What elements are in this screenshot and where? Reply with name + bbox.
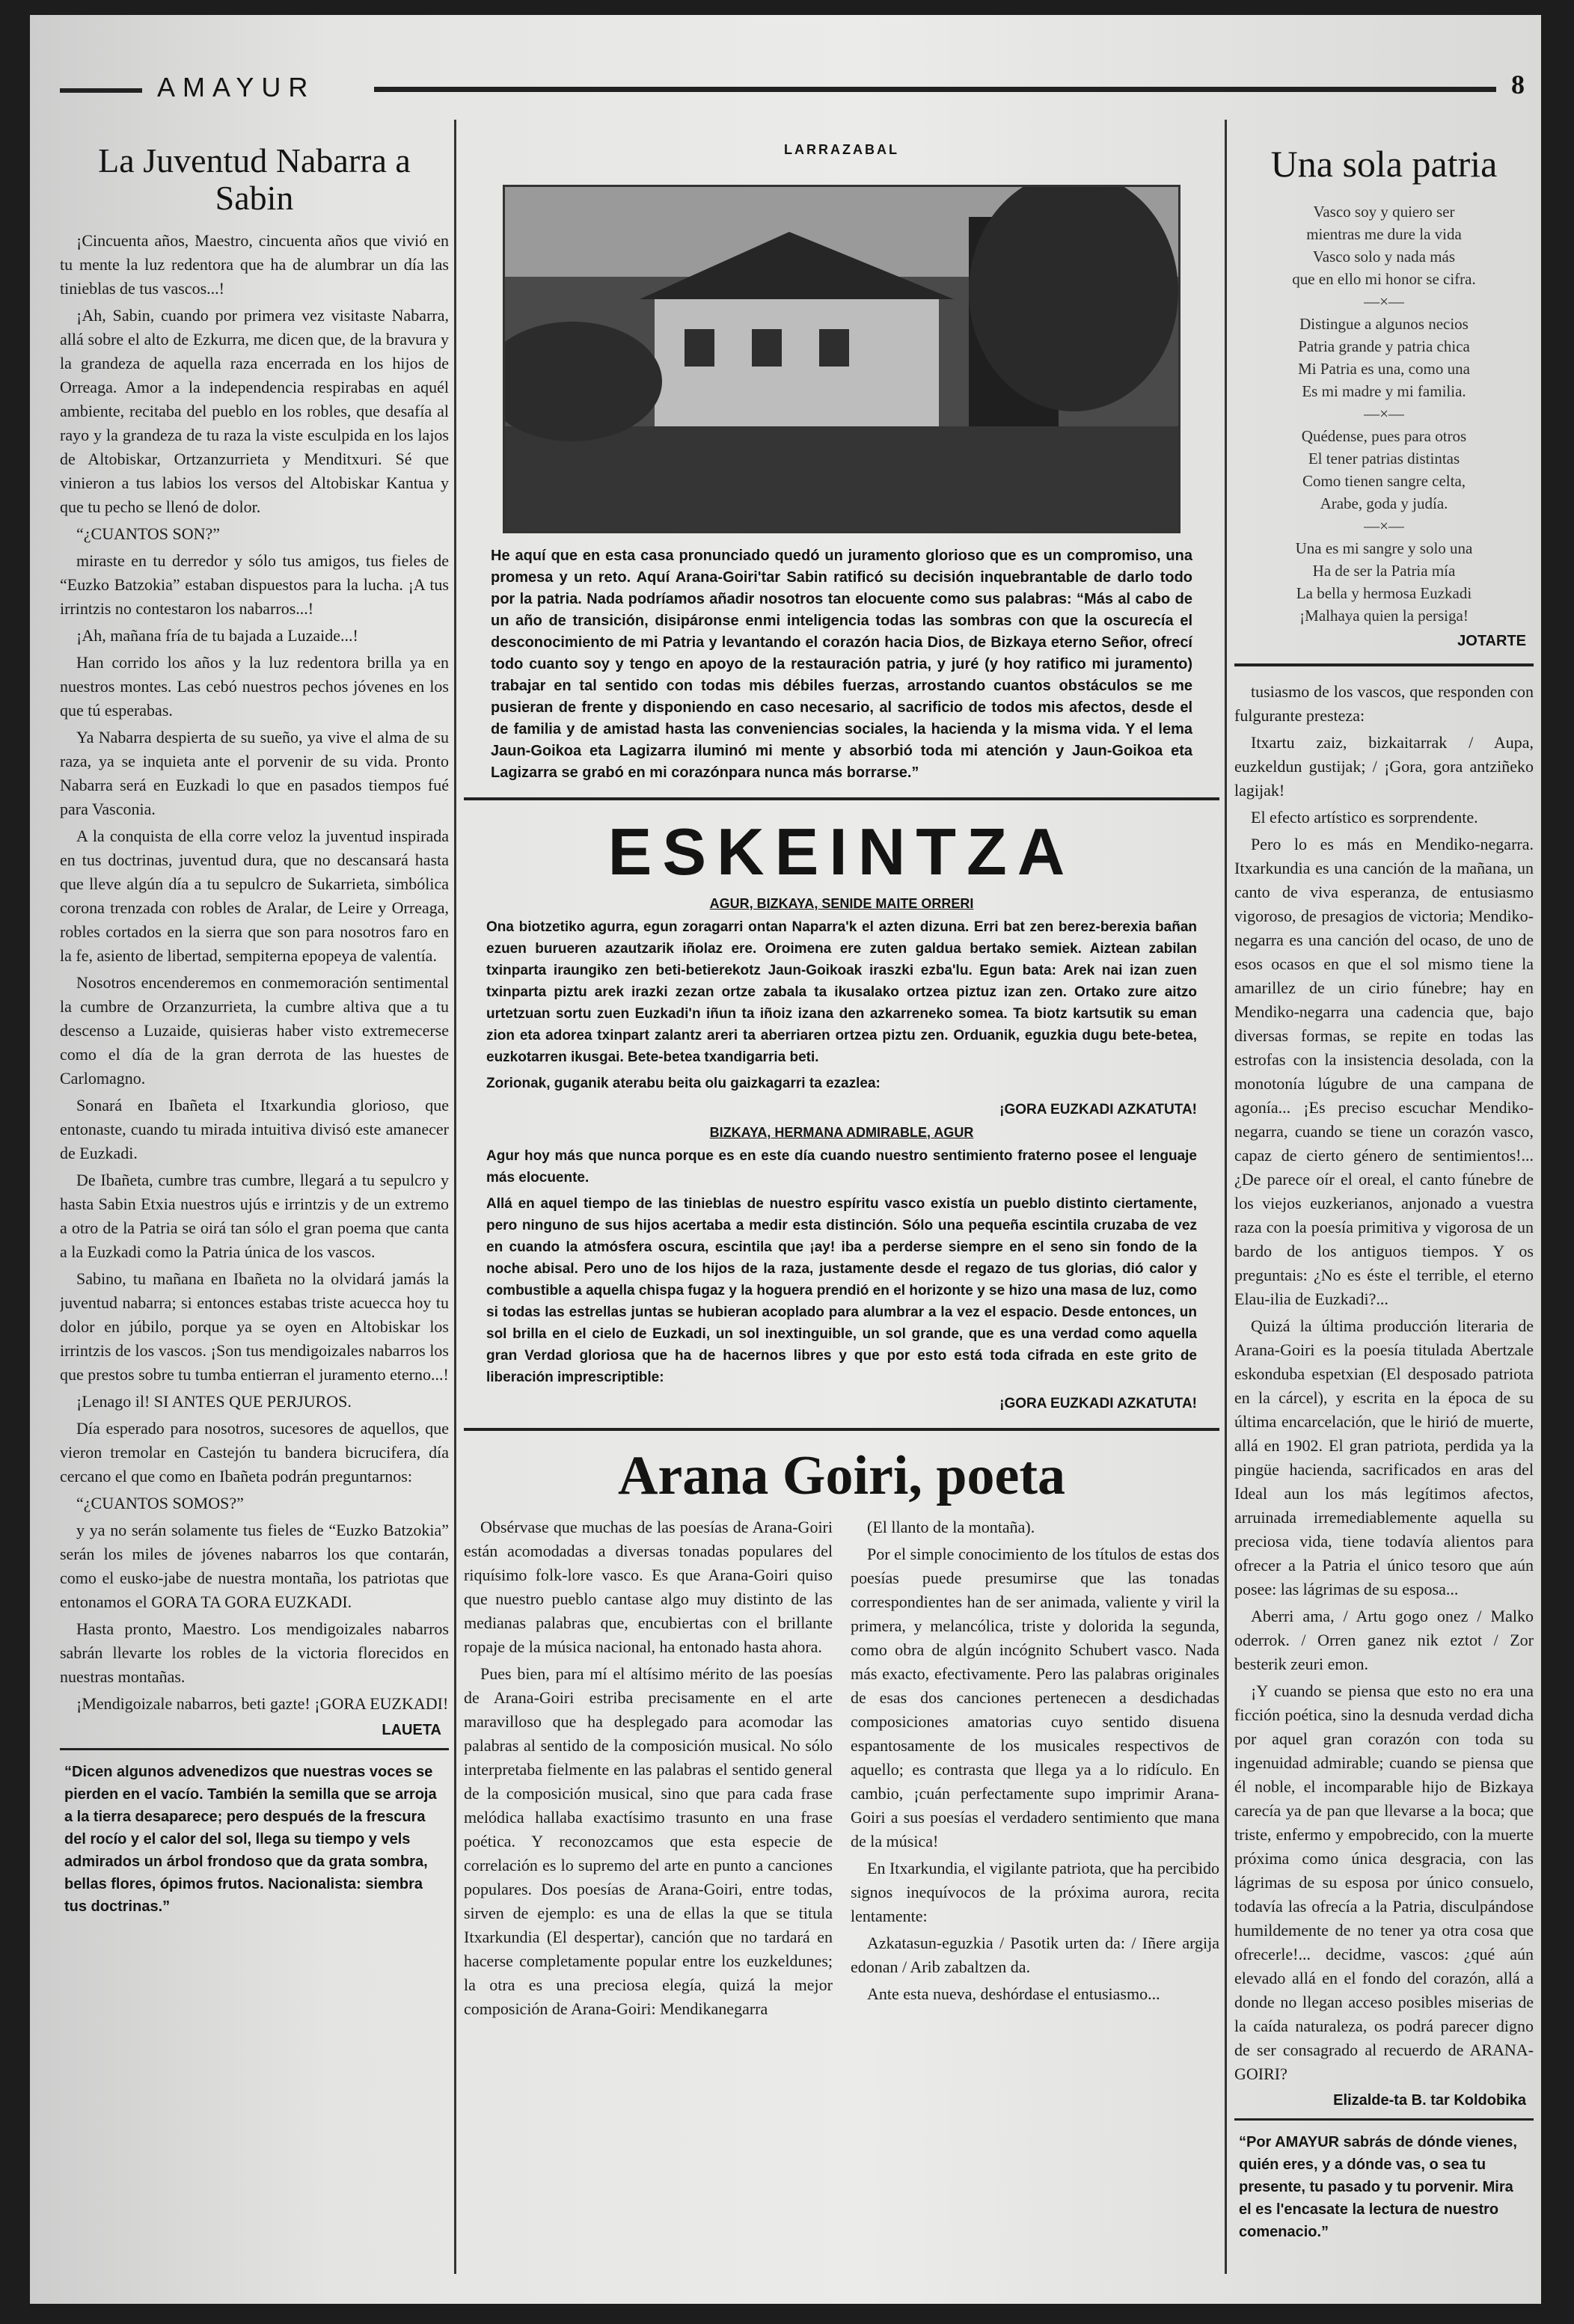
verse-line: Mi Patria es una, como una xyxy=(1298,360,1470,378)
article-body-right xyxy=(1234,680,1534,2086)
section-rule-2 xyxy=(464,1428,1219,1431)
arana-body xyxy=(464,1515,1219,2024)
newspaper-page xyxy=(30,15,1541,2304)
header-rule-left xyxy=(60,88,142,93)
paragraph: ¡Y cuando se piensa que esto no era una ficción poética, sino la desnuda verdad dicha por aquel gran corazón con toda su ingenuidad admirable; cuando se piensa que él noble, el incomparable hijo de Bizkaya carecía ya de pan que llevarse a la boca; que triste, enfermo y empobrecido, con la muerte próxima como única desgracia, con las lágrimas de su esposa por único consuelo, todavía las ofrecía a la Patria, disculpándose humildemente de no tener ya otra cosa que ofrecerle!... decidme, vascos: ¿qué aún elevado allá en el fondo del corazón, allá a donde no llegan acceso posibles miserias de la caída naturaleza, os podrá parecer digno de ser consagrado al recuerdo de ARANA-GOIRI? xyxy=(1234,1681,1534,2083)
arana-title: Arana Goiri, poeta xyxy=(617,1445,1066,1506)
header-rule-right xyxy=(374,87,1496,92)
paragraph: y ya no serán solamente tus fieles de “Euzko Batzokia” serán los miles de jóvenes nabarros los que contarán, como el eusko-jabe de nuestra montaña, los patriotas que entonamos el GORA TA GORA EUZKADI. xyxy=(60,1521,449,1611)
verse-line: Patria grande y patria chica xyxy=(1298,337,1470,355)
paragraph: De Ibañeta, cumbre tras cumbre, llegará a tu sepulcro y hasta Sabin Etxia nuestros ujús e irrintzis y de un extremo a otro de la Patria se oirá tan sólo el gran poema que canta a la Euzkadi como la Patria única de los vascos. xyxy=(60,1171,449,1261)
paragraph: Sonará en Ibañeta el Itxarkundia glorioso, que entonaste, cuando tu mirada intuitiva divisó este amanecer de Euzkadi. xyxy=(60,1096,449,1162)
poem-signature: JOTARTE xyxy=(1457,633,1526,649)
quote-box-right: “Por AMAYUR sabrás de dónde vienes, quién eres, y a dónde vas, o sea tu presente, tu pasado y tu porvenir. Mira el es l'encasate la lectura de nuestro comenacio.” xyxy=(1234,2118,1534,2254)
paragraph: Obsérvase que muchas de las poesías de Arana-Goiri están acomodadas a diversas tonadas populares del riquísimo folk-lore vasco. Es que Arana-Goiri quiso que nuestro pueblo cantase algo muy distinto de las medianas palabras que, encubiertas con el brillante ropaje de la música nacional, ha entonado hasta ahora. xyxy=(464,1518,833,1656)
eskeintza-shout-1: ¡GORA EUZKADI AZKATUTA! xyxy=(999,1102,1197,1117)
verse-line: —×— xyxy=(1364,405,1404,423)
column-center xyxy=(464,127,1219,2274)
column-divider-1 xyxy=(454,120,456,2274)
eskeintza-para-1: Ona biotzetiko agurra, egun zoragarri ontan Naparra'k el azten dizuna. Erri bat zen berez-berexia bañan ezuen burueren azautzarik iñolaz ere. Oroimena ere zuten galdua bertako semiek. Aiztean zabilan txinparta iraungiko zen beti-betierekotz Jaun-Goikoak iraszki ezba'lu. Egun bata: Arek nai izan zuen txinparta piztu arek irazki zezan ortze zabala ta ikusalako ortzea piztuz izan zen. Ortako zure aitzo urtetzuan sortu zuen Euzkadi'n iñun ta iñoiz izana den azkarreneko somea. Ta biotz kartsutik su eman zion eta adorea txinpart zalantz areri ta aberriaren ortzea piztu zen. Orduanik, eguzkia dugu bete-betea, euzkotarren ikusgai. Bete-betea txandigarria beti. xyxy=(486,919,1197,1065)
paragraph: miraste en tu derredor y sólo tus amigos, tus fieles de “Euzko Batzokia” estaban dispuestos para la lucha. ¡A tus irrintzis no contestaron los nabarros...! xyxy=(60,551,449,618)
paragraph: Aberri ama, / Artu gogo onez / Malko oderrok. / Orren ganez nik eztot / Zor besterik zeuri emon. xyxy=(1234,1607,1534,1673)
paragraph: Hasta pronto, Maestro. Los mendigoizales nabarros sabrán llevarte los robles de la victoria florecidos en nuestras montañas. xyxy=(60,1619,449,1686)
paragraph: “¿CUANTOS SOMOS?” xyxy=(76,1494,244,1512)
paragraph: Ante esta nueva, deshórdase el entusiasmo... xyxy=(867,1984,1160,2003)
article-signature-right: Elizalde-ta B. tar Koldobika xyxy=(1333,2092,1526,2109)
verse-line: Quédense, pues para otros xyxy=(1301,427,1467,445)
section-rule-3 xyxy=(1234,663,1534,666)
page-header xyxy=(60,58,1541,103)
verse-line: mientras me dure la vida xyxy=(1306,225,1462,243)
paragraph: Pero lo es más en Mendiko-negarra. Itxarkundia es una canción de la mañana, un canto de viva esperanza, de entusiasmo vigoroso, de presagios de victoria; Mendiko-negarra es una canción del ocaso, de uno de esos ocasos en que el sol mismo tiene la amarillez de un cirio fúnebre; hay en Mendiko-negarra una cadencia que, bajo diversas formas, se repite en todas las estrofas con la insistencia desolada, con la monotonía lúgubre de una campana de agonía... ¡Es preciso escuchar Mendiko-negarra, cuando se tiene un corazón vasco, capaz de cierto género de sentimientos!... ¿De parece oír el oreal, el canto fúnebre de los viejos euzkerianos, anjonado a vuestra raza con la poesía primitiva y vigorosa de un bardo de los antiguos tiempos. Y os preguntais: ¿No es éste el terrible, el eterno Elau-ilia de Euzkadi?... xyxy=(1234,835,1534,1308)
paragraph: Ya Nabarra despierta de su sueño, ya vive el alma de su raza, ya se inquieta ante el porvenir de su vida. Pronto Nabarra será en Euzkadi lo que en pasados tiempos fué para Vasconia. xyxy=(60,728,449,818)
verse-line: —×— xyxy=(1364,292,1404,310)
quote-box-left: “Dicen algunos advenedizos que nuestras voces se pierden en el vacío. También la semilla que se arroja a la tierra desaparece; pero después de la frescura del rocío y el calor del sol, llega su tiempo y vels admirados un árbol frondoso que da grata sombra, bellas flores, ópimos frutos. Nacionalista: siembra tus doctrinas.” xyxy=(60,1748,449,1928)
paragraph: ¡Ah, Sabin, cuando por primera vez visitaste Nabarra, allá sobre el alto de Ezkurra, me dicen que, de la bravura y la grandeza de aquella raza encerrada en los hijos de Orreaga. Amor a la independencia respirabas en aquél ambiente, recitaba del pueblo en los robles, que desafía al rayo y la grandeza de tu raza la viste esculpida en los lajos de Altobiskar, Ortzanzurrieta y Menditxuri. Sé que vinieron a tus labios los versos del Altobiskar Kantua y que tu pecho se llenó de dolor. xyxy=(60,306,449,516)
paragraph: Pues bien, para mí el altísimo mérito de las poesías de Arana-Goiri estriba precisamente en el arte maravilloso que ha desplegado para acomodar las palabras al sentido de la composición musical. No sólo interpretaba fielmente en las palabras el sentido general de la composición musical, sino que para cada frase melódica hallaba exactísimo trasunto en una frase poética. Y reconozcamos que esta especie de correlación es lo supremo del arte en punto a canciones populares. Dos poesías de Arana-Goiri, entre todas, sirven de ejemplo: es una de ellas la que se titula Itxarkundia (El despertar), canción que no tardará en hacerse completamente popular entre los euzkeldunes; la otra es una preciosa elegía, quizá la mejor composición de Arana-Goiri: Mendikanegarra xyxy=(464,1664,833,2018)
paragraph: Día esperado para nosotros, sucesores de aquellos, que vieron tremolar en Castejón tu bandera bicrucifera, día cercano el que como en Ibañeta podrán preguntarnos: xyxy=(60,1419,449,1486)
arana-column-left xyxy=(464,1515,833,2024)
verse-line: Distingue a algunos necios xyxy=(1299,315,1469,333)
paragraph: Nosotros encenderemos en conmemoración sentimental la cumbre de Orzanzurrieta, la cumbre altiva que a tu descenso a Luzaide, quisieras haber visto extremecerse como el día de la gran derrota de las huestes de Carlomagno. xyxy=(60,973,449,1088)
paragraph: El efecto artístico es sorprendente. xyxy=(1251,808,1478,827)
verse-line: Arabe, goda y judía. xyxy=(1320,494,1448,512)
verse-line: ¡Malhaya quien la persiga! xyxy=(1299,607,1469,625)
verse-line: Una es mi sangre y solo una xyxy=(1295,539,1473,557)
verse-line: Ha de ser la Patria mía xyxy=(1312,562,1456,580)
paragraph: A la conquista de ella corre veloz la juventud inspirada en tus doctrinas, juventud dura, que no descansará hasta que lleve algún día a tu sepulcro de Sukarrieta, simbólica corona trenzada con robles de Aralar, de Leire y Orreaga, robles cortados en la sierra que son para nosotros faro en la fe, asiento de libertad, sempiterna epopeya de valentía. xyxy=(60,827,449,965)
paragraph: ¡Cincuenta años, Maestro, cincuenta años que vivió en tu mente la luz redentora que ha de alumbrar un día las tinieblas de tus vascos...! xyxy=(60,231,449,298)
section-rule-1 xyxy=(464,797,1219,800)
paragraph: tusiasmo de los vascos, que responden con fulgurante presteza: xyxy=(1234,682,1534,725)
paragraph: Itxartu zaiz, bizkaitarrak / Aupa, euzkeldun gustijak; / ¡Gora, gora antziñeko lagijak! xyxy=(1234,733,1534,800)
paragraph: Quizá la última producción literaria de Arana-Goiri es la poesía titulada Abertzale eskonduba espetxian (El desposado patriota en la cárcel), y escrita en la época de su última encarcelación, que le hirió de muerte, allá en 1902. El gran patriota, perdida ya la pingüe hacienda, sacrificados en aras del Ideal aun los más legítimos afectos, arruinada irremediablemente aquella su preciosa vida, tiene todavía alientos para ofrecer a la Patria el único tesoro que aún posee: las lágrimas de su esposa... xyxy=(1234,1316,1534,1598)
verse-line: que en ello mi honor se cifra. xyxy=(1292,270,1476,288)
paragraph: (El llanto de la montaña). xyxy=(867,1518,1035,1536)
article-body-juventud xyxy=(60,229,449,1716)
eskeintza-para-4: Allá en aquel tiempo de las tinieblas de nuestro espíritu vasco existía un pueblo distinto ciertamente, pero ninguno de sus hijos acertaba a medir esta distinción. Sólo una pequeña escintila cruzaba de vez en cuando la atmósfera oscura, escintila que ¡ay! iba a perderse siempre en el seno sin fondo de la noche abisal. Pero uno de los hijos de la raza, justamente desde el regazo de tus glorias, dió calor y combustible a aquella chispa fugaz y la hoguera prendió en el horizonte y se hizo una masa de luz, como si todas las estrellas juntas se hubieran acoplado para alumbrar a la vez el espacio. Desde entonces, un sol brilla en el cielo de Euzkadi, un sol inextinguible, un sol grande, que es una verdad como aquella gran Verdad gloriosa que ha de hacernos libres y que por esto está toda cifrada en este grito de liberación imprescriptible: xyxy=(486,1196,1197,1385)
page-number: 8 xyxy=(1511,70,1525,99)
eskeintza-shout-2: ¡GORA EUZKADI AZKATUTA! xyxy=(999,1396,1197,1411)
article-title-juventud: La Juventud Nabarra a Sabin xyxy=(98,141,411,217)
article-title-patria: Una sola patria xyxy=(1270,143,1498,185)
house-photo-image xyxy=(505,187,1178,531)
verse-line: Vasco solo y nada más xyxy=(1312,248,1456,266)
eskeintza-subhead-basque: AGUR, BIZKAYA, SENIDE MAITE ORRERI xyxy=(709,896,974,911)
verse-line: Es mi madre y mi familia. xyxy=(1302,382,1466,400)
paragraph: Han corrido los años y la luz redentora brilla ya en nuestros montes. Las cebó nuestros pechos jóvenes en los que tú esperabas. xyxy=(60,653,449,720)
poem-verses xyxy=(1234,200,1534,627)
paragraph: Por el simple conocimiento de los títulos de estas dos poesías puede presumirse que las tonadas correspondientes han de ser animada, valiente y viril la primera, y melancólica, triste y dolorida la segunda, como obra de algún incógnito Schubert vasco. Nada más exacto, efectivamente. Pero las palabras originales de esas dos canciones pertenecen a desdichadas composiciones amatorias cuyo sentido disuena espantosamente de los musicales respectivos de aquello; es contrasta que llega ya a lo ridículo. En cambio, ¡cuán perfectamente supo imprimir Arana-Goiri a sus poesías el verdadero sentimiento que mana de la música! xyxy=(851,1545,1219,1851)
article-signature: LAUETA xyxy=(382,1722,441,1738)
verse-line: El tener patrias distintas xyxy=(1308,450,1460,467)
photo-credit: LARRAZABAL xyxy=(784,142,899,157)
column-right xyxy=(1234,127,1534,2274)
paragraph: ¡Mendigoizale nabarros, beti gazte! ¡GORA EUZKADI! xyxy=(76,1694,449,1713)
paragraph: Azkatasun-eguzkia / Pasotik urten da: / Iñere argija edonan / Arib zabaltzen da. xyxy=(851,1934,1219,1976)
eskeintza-para-3: Agur hoy más que nunca porque es en este día cuando nuestro sentimiento fraterno posee el lenguaje más elocuente. xyxy=(486,1148,1197,1186)
eskeintza-para-2: Zorionak, guganik aterabu beita olu gaizkagarri ta ezazlea: xyxy=(486,1076,881,1091)
eskeintza-subhead-spanish: BIZKAYA, HERMANA ADMIRABLE, AGUR xyxy=(709,1125,974,1140)
verse-line: —×— xyxy=(1364,517,1404,535)
column-left xyxy=(60,127,449,2274)
paragraph: Sabino, tu mañana en Ibañeta no la olvidará jamás la juventud nabarra; si entonces estabas triste acuecca hoy tu dolor en júbilo, porque ya se oyen en Altobiskar los irrintzis de los vascos. ¡Son tus mendigoizales nabarros los que prestos sobre tu tumba entierran el juramento eterno...! xyxy=(60,1269,449,1384)
column-divider-2 xyxy=(1225,120,1227,2274)
paragraph: “¿CUANTOS SON?” xyxy=(76,524,221,543)
photo-caption: He aquí que en esta casa pronunciado quedó un juramento glorioso que es un compromiso, una promesa y un reto. Aquí Arana-Goiri'tar Sabin ratificó su decisión inquebrantable de darlo todo por la patria. Nada podríamos añadir nosotros tan elocuente como sus palabras: “Más al cabo de un año de transición, disipáronse enmi inteligencia todas las sombras con que la oscurecía el desconocimiento de mi Patria y levantando el corazón hacia Dios, de Bizkaya eterno Señor, ofrecí todo cuanto soy y tengo en apoyo de la restauración patria, y juré (y hoy ratifico mi juramento) trabajar en tal sentido con todas mis débiles fuerzas, arrostando cuantos obstáculos se me pusieran de frente y disponiendo en caso necesario, al sacrificio de todos mis afectos, desde el de familia y de amistad hasta las conveniencias sociales, la hacienda y la misma vida. Y el lema Jaun-Goikoa eta Lagizarra iluminó mi mente y absorbió toda mi atención y Jaun-Goikoa eta Lagizarra se grabó en mi corazónpara nunca más borrarse.” xyxy=(491,548,1192,781)
verse-line: Vasco soy y quiero ser xyxy=(1313,203,1455,221)
paragraph: ¡Ah, mañana fría de tu bajada a Luzaide...! xyxy=(76,626,358,645)
paragraph: En Itxarkundia, el vigilante patriota, que ha percibido signos inequívocos de la próxima aurora, recita lentamente: xyxy=(851,1859,1219,1925)
arana-column-right xyxy=(851,1515,1219,2024)
paragraph: ¡Lenago il! SI ANTES QUE PERJUROS. xyxy=(76,1392,352,1411)
verse-line: La bella y hermosa Euzkadi xyxy=(1296,584,1472,602)
masthead: AMAYUR xyxy=(157,72,316,102)
verse-line: Como tienen sangre celta, xyxy=(1302,472,1466,490)
house-photo xyxy=(503,185,1180,533)
eskeintza-title: ESKEINTZA xyxy=(607,815,1076,889)
